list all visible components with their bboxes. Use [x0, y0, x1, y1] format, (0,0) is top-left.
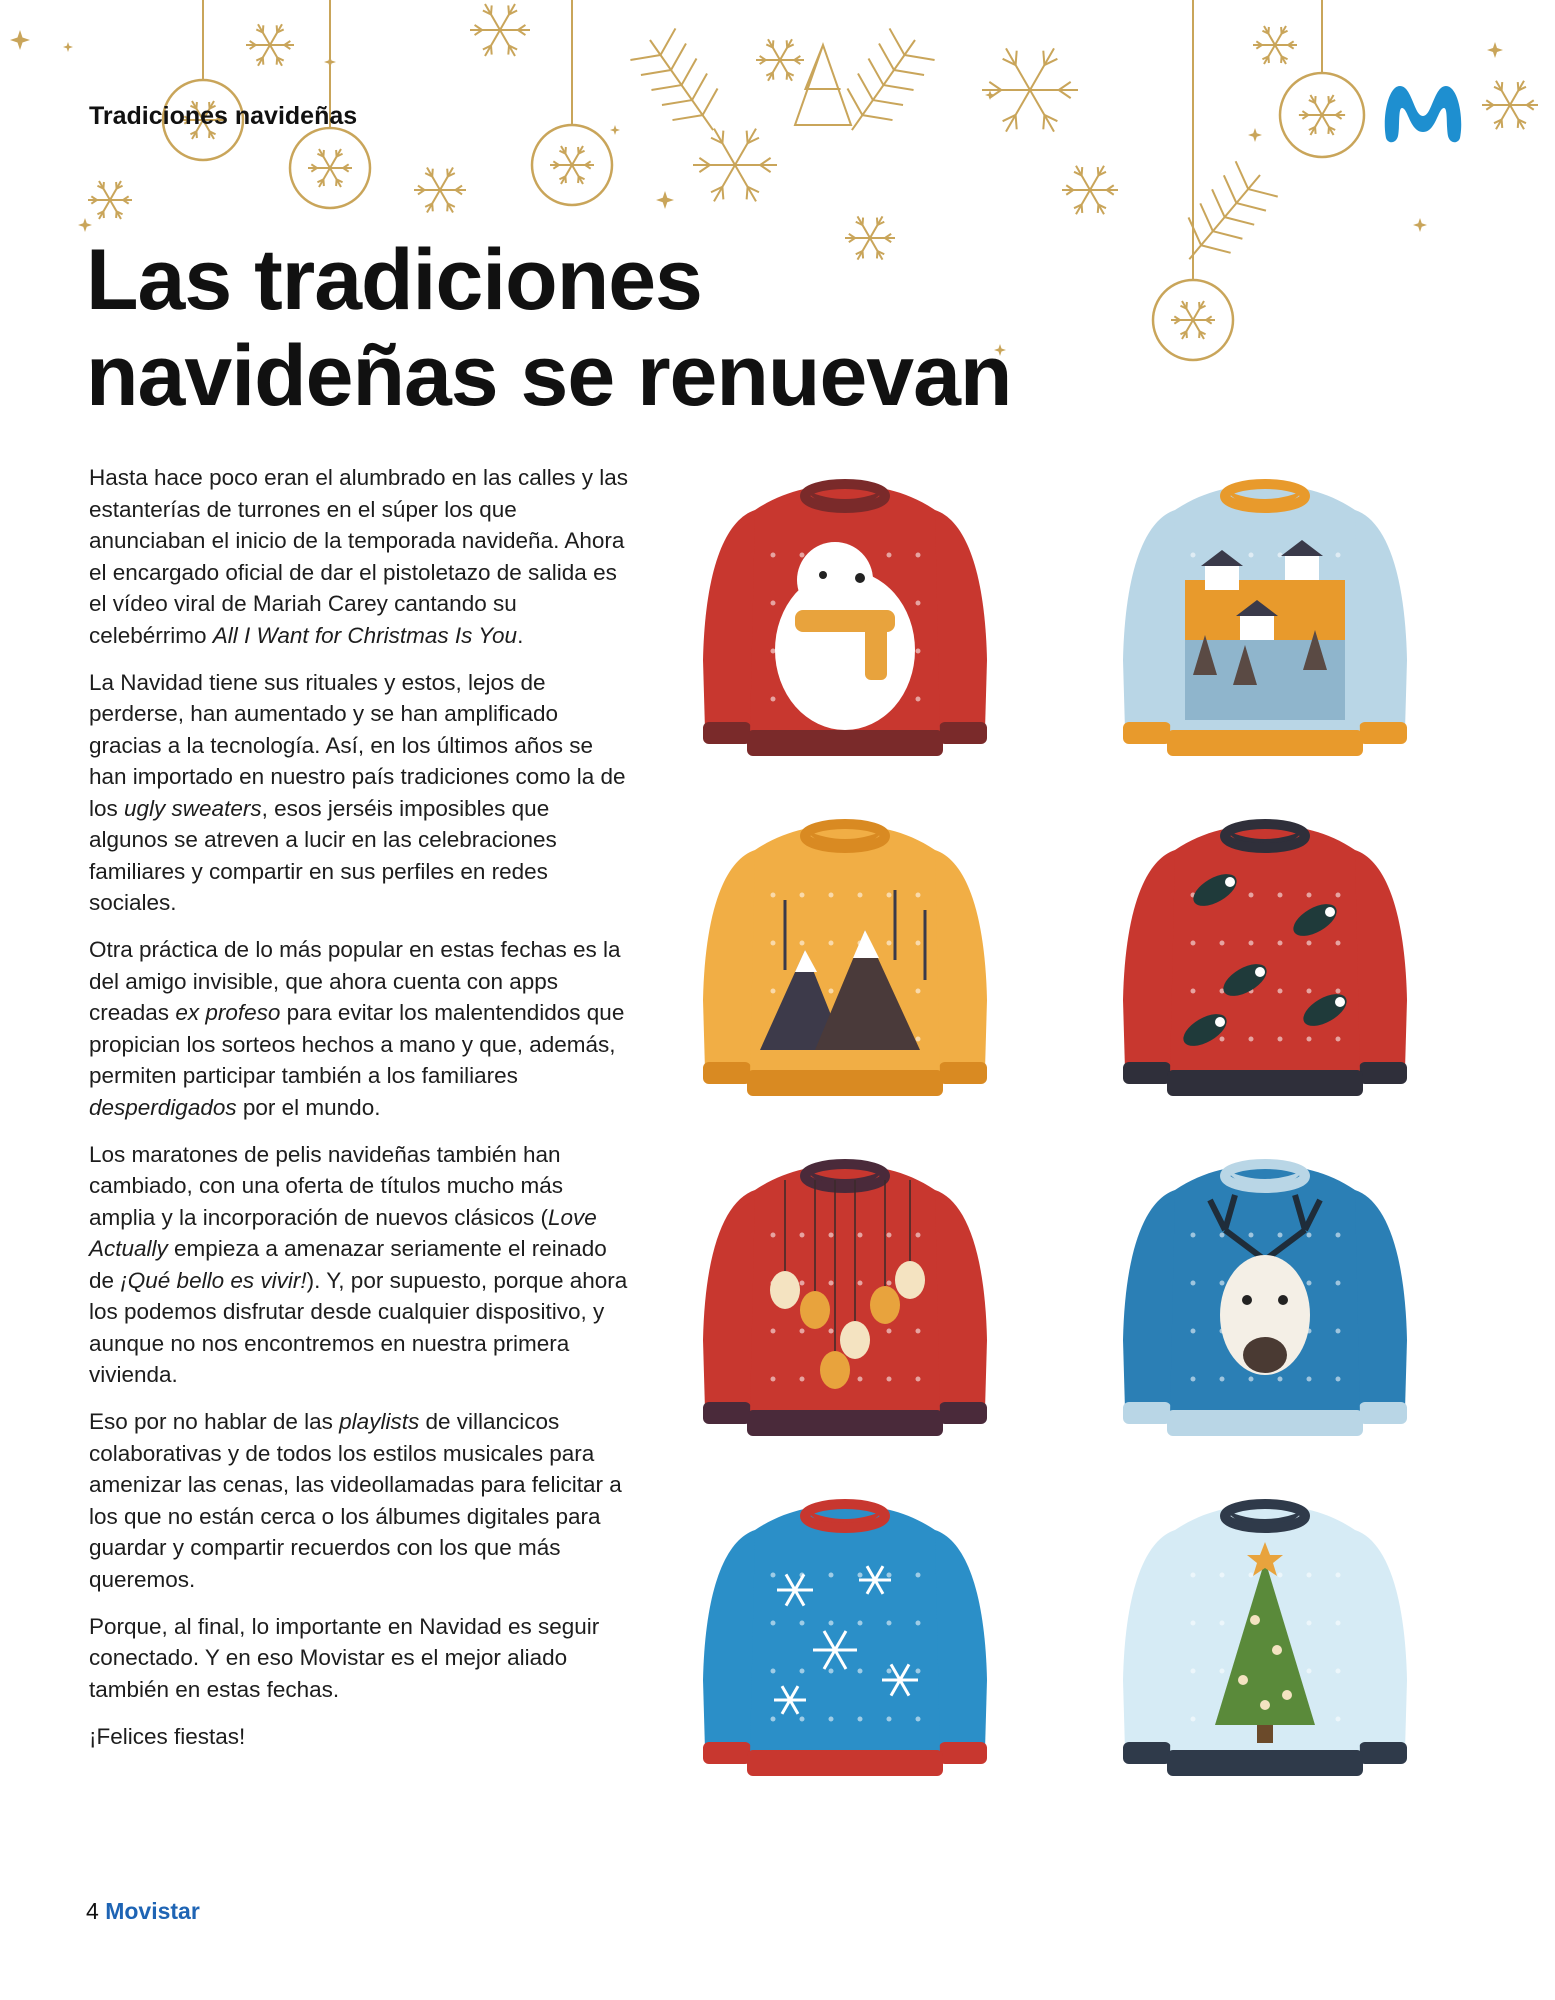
knit-dot: [887, 1669, 892, 1674]
knit-dot: [916, 553, 921, 558]
hem-band: [1167, 730, 1363, 756]
sweater-snowflakes: [703, 1504, 987, 1776]
knit-dot: [916, 649, 921, 654]
left-cuff: [703, 722, 751, 744]
knit-dot: [1249, 1037, 1254, 1042]
sweater-winter-village: [1123, 484, 1407, 756]
knit-dot: [800, 553, 805, 558]
text: La Navidad tiene sus rituales y estos, lejos de perderse, han aumentado y se han amplificado gracias a la tecnología. Así, en los últimos años se han importado en nuestro país tradiciones como la de los: [89, 669, 626, 821]
knit-dot: [887, 1329, 892, 1334]
right-cuff: [1359, 1062, 1407, 1084]
knit-dot: [1278, 1377, 1283, 1382]
snowflake-icon: [1482, 81, 1538, 129]
hem-band: [1167, 1070, 1363, 1096]
page-number: 4: [86, 1898, 99, 1924]
right-cuff: [1359, 722, 1407, 744]
emphasis: ex profeso: [175, 1000, 281, 1025]
sparkle-icon: [1413, 218, 1427, 232]
text: ). Y, por supuesto, porque ahora los podemos disfrutar desde cualquier dispositivo, y aunque no nos encontremos en nuestra primera vivienda.: [89, 1267, 628, 1387]
ugly-sweaters-illustration: [695, 460, 1435, 1830]
knit-dot: [829, 1573, 834, 1578]
knit-dot: [1220, 1621, 1225, 1626]
knit-dot: [1307, 1573, 1312, 1578]
knit-dot: [1220, 1281, 1225, 1286]
knit-dot: [800, 1329, 805, 1334]
knit-dot: [916, 1717, 921, 1722]
knit-dot: [1191, 1377, 1196, 1382]
paragraph-6: Porque, al final, lo importante en Navidad es seguir conectado. Y en eso Movistar es el mejor aliado también en estas fechas.: [89, 1613, 600, 1702]
knit-dot: [1336, 553, 1341, 558]
knit-dot: [829, 1621, 834, 1626]
text: de villancicos colaborativas y de todos los estilos musicales para amenizar las cenas, las videollamadas para felicitar a los que no están cerca o los álbumes digitales para guardar y compartir recuerdos con los que más queremos.: [89, 1409, 622, 1592]
knit-dot: [771, 1377, 776, 1382]
knit-dot: [771, 649, 776, 654]
snowflake-icon: [550, 146, 594, 184]
left-cuff: [1123, 1402, 1171, 1424]
knit-dot: [1220, 1573, 1225, 1578]
knit-dot: [858, 893, 863, 898]
knit-dot: [1307, 1621, 1312, 1626]
sparkle-icon: [1248, 128, 1262, 142]
knit-dot: [829, 893, 834, 898]
left-cuff: [703, 1402, 751, 1424]
left-cuff: [1123, 1742, 1171, 1764]
knit-dot: [916, 1037, 921, 1042]
knit-dot: [1336, 1717, 1341, 1722]
left-cuff: [1123, 722, 1171, 744]
knit-dot: [1220, 1669, 1225, 1674]
knit-dot: [1307, 989, 1312, 994]
knit-dot: [771, 1573, 776, 1578]
title-line-2: navideñas se renuevan: [86, 328, 1012, 424]
emphasis: ¡Qué bello es vivir!: [120, 1267, 307, 1293]
snowflake-icon: [88, 181, 132, 219]
knit-dot: [771, 941, 776, 946]
knit-dot: [887, 1377, 892, 1382]
knit-dot: [1307, 1037, 1312, 1042]
page-title: [86, 232, 1186, 424]
knit-dot: [1278, 941, 1283, 946]
knit-dot: [1191, 1233, 1196, 1238]
knit-dot: [916, 989, 921, 994]
sweater-body: [750, 1505, 940, 1755]
knit-dot: [771, 893, 776, 898]
emphasis: playlists: [339, 1409, 420, 1434]
knit-dot: [1249, 553, 1254, 558]
knit-dot: [858, 1573, 863, 1578]
knit-dot: [1336, 1573, 1341, 1578]
right-cuff: [939, 1062, 987, 1084]
knit-dot: [1191, 989, 1196, 994]
knit-dot: [1278, 1573, 1283, 1578]
text: .: [517, 622, 524, 648]
section-label: Tradiciones navideñas: [89, 102, 358, 130]
text: Otra práctica de lo más popular en estas fechas es la del amigo invisible, que ahora cuenta con apps creadas: [89, 937, 621, 1025]
knit-dot: [1307, 1669, 1312, 1674]
knit-dot: [771, 553, 776, 558]
knit-dot: [1278, 1233, 1283, 1238]
knit-dot: [1336, 941, 1341, 946]
knit-dot: [1278, 1037, 1283, 1042]
tree-icon: [795, 45, 851, 125]
paragraph-2: [89, 667, 629, 919]
snowflake-icon: [470, 4, 530, 56]
hem-band: [1167, 1410, 1363, 1436]
knit-dot: [1307, 1377, 1312, 1382]
snowflake-icon: [414, 167, 466, 212]
text: Eso por no hablar de las: [89, 1409, 340, 1434]
knit-dot: [887, 1233, 892, 1238]
knit-dot: [1191, 1717, 1196, 1722]
snowflake-icon: [246, 24, 294, 66]
knit-dot: [1191, 1621, 1196, 1626]
knit-dot: [887, 893, 892, 898]
title-line-1: Las tradiciones: [86, 232, 702, 328]
sparkle-icon: [985, 90, 995, 100]
knit-dot: [771, 697, 776, 702]
knit-dot: [1191, 1329, 1196, 1334]
knit-dot: [916, 1573, 921, 1578]
sweater-christmas-tree: [1123, 1504, 1407, 1776]
knit-dot: [916, 1233, 921, 1238]
hem-band: [747, 1070, 943, 1096]
knit-dot: [1307, 1281, 1312, 1286]
emphasis: ugly sweaters: [124, 795, 262, 821]
knit-dot: [1220, 1377, 1225, 1382]
text: para evitar los malentendidos que propician los sorteos hechos a mano y que, además, permiten participar también a los familiares: [89, 1000, 625, 1088]
knit-dot: [1249, 1233, 1254, 1238]
knit-dot: [1278, 553, 1283, 558]
article-body: [89, 462, 629, 1768]
knit-dot: [829, 1717, 834, 1722]
hem-band: [747, 1750, 943, 1776]
snowflake-icon: [1299, 95, 1345, 135]
knit-dot: [887, 941, 892, 946]
knit-dot: [887, 1621, 892, 1626]
text: Hasta hace poco eran el alumbrado en las calles y las estanterías de turrones en el súper los que anunciaban el inicio de la temporada navideña. Ahora el encargado oficial de dar el pistoletazo de salida es el vídeo viral de Mariah Carey cantando su celebérrimo: [89, 465, 629, 648]
knit-dot: [1249, 1573, 1254, 1578]
knit-dot: [771, 1669, 776, 1674]
footer-brand: Movistar: [105, 1898, 200, 1924]
sparkle-icon: [324, 56, 336, 68]
knit-dot: [887, 1281, 892, 1286]
knit-dot: [887, 1573, 892, 1578]
knit-dot: [1220, 941, 1225, 946]
knit-dot: [771, 1717, 776, 1722]
knit-dot: [887, 1717, 892, 1722]
knit-dot: [1191, 1573, 1196, 1578]
knit-dot: [800, 1717, 805, 1722]
knit-dot: [916, 941, 921, 946]
paragraph-3: [89, 934, 629, 1123]
knit-dot: [1336, 1377, 1341, 1382]
knit-dot: [916, 1377, 921, 1382]
right-cuff: [939, 1402, 987, 1424]
knit-dot: [829, 989, 834, 994]
text: Los maratones de pelis navideñas también han cambiado, con una oferta de títulos mucho más amplia y la incorporación de nuevos clásicos (: [89, 1141, 564, 1230]
knit-dot: [1336, 1233, 1341, 1238]
sparkle-icon: [656, 191, 674, 209]
hem-band: [1167, 1750, 1363, 1776]
paragraph-1: [89, 462, 629, 651]
knit-dot: [858, 1281, 863, 1286]
knit-dot: [1336, 1281, 1341, 1286]
knit-dot: [1220, 1037, 1225, 1042]
left-cuff: [1123, 1062, 1171, 1084]
knit-dot: [1220, 1233, 1225, 1238]
knit-dot: [1191, 941, 1196, 946]
snowflake-icon: [1062, 166, 1118, 214]
branch-icon: [829, 24, 937, 146]
page-footer: [86, 1898, 200, 1925]
knit-dot: [916, 1669, 921, 1674]
emphasis: All I Want for Christmas Is You: [212, 622, 518, 648]
knit-dot: [1336, 893, 1341, 898]
knit-dot: [771, 989, 776, 994]
paragraph-4: [89, 1139, 629, 1391]
knit-dot: [829, 941, 834, 946]
knit-dot: [829, 1281, 834, 1286]
snowflake-icon: [982, 48, 1078, 131]
knit-dot: [916, 697, 921, 702]
left-cuff: [703, 1742, 751, 1764]
emphasis: Love Actually: [89, 1204, 597, 1261]
knit-dot: [916, 1329, 921, 1334]
knit-dot: [858, 1717, 863, 1722]
knit-dot: [1191, 553, 1196, 558]
text: por el mundo.: [236, 1094, 381, 1120]
knit-dot: [1191, 1669, 1196, 1674]
sparkle-icon: [63, 42, 73, 52]
knit-dot: [771, 1233, 776, 1238]
hem-band: [747, 730, 943, 756]
knit-dot: [1191, 1281, 1196, 1286]
right-cuff: [939, 1742, 987, 1764]
sweater-reindeer: [1123, 1164, 1407, 1436]
knit-dot: [800, 1281, 805, 1286]
text: empieza a amenazar seriamente el reinado de: [89, 1236, 607, 1293]
knit-dot: [1307, 941, 1312, 946]
knit-dot: [887, 553, 892, 558]
snowflake-icon: [1253, 26, 1297, 64]
knit-dot: [1249, 1377, 1254, 1382]
hem-band: [747, 1410, 943, 1436]
knit-dot: [829, 1669, 834, 1674]
knit-dot: [800, 1233, 805, 1238]
right-cuff: [1359, 1742, 1407, 1764]
knit-dot: [916, 1621, 921, 1626]
knit-dot: [858, 1669, 863, 1674]
knit-dot: [1336, 1621, 1341, 1626]
snowflake-icon: [756, 39, 804, 81]
snowflake-icon: [308, 149, 352, 187]
left-cuff: [703, 1062, 751, 1084]
knit-dot: [1336, 989, 1341, 994]
knit-dot: [771, 1621, 776, 1626]
knit-dot: [800, 1669, 805, 1674]
knit-dot: [858, 1621, 863, 1626]
emphasis: desperdigados: [89, 1094, 237, 1120]
knit-dot: [1278, 989, 1283, 994]
knit-dot: [1336, 1329, 1341, 1334]
knit-dot: [800, 941, 805, 946]
knit-dot: [916, 893, 921, 898]
right-cuff: [939, 722, 987, 744]
paragraph-7: ¡Felices fiestas!: [89, 1723, 246, 1749]
knit-dot: [916, 601, 921, 606]
sparkle-icon: [610, 125, 620, 135]
sparkle-icon: [1487, 42, 1503, 58]
knit-dot: [1307, 893, 1312, 898]
knit-dot: [800, 1621, 805, 1626]
knit-dot: [771, 1329, 776, 1334]
sweater-ornaments: [703, 1164, 987, 1436]
sparkle-icon: [78, 218, 92, 232]
sweater-mountains: [703, 824, 987, 1096]
knit-dot: [1307, 1233, 1312, 1238]
snowflake-icon: [693, 129, 777, 202]
movistar-logo-icon: [1378, 78, 1468, 146]
knit-dot: [829, 1233, 834, 1238]
paragraph-5: [89, 1406, 629, 1595]
knit-dot: [1336, 1669, 1341, 1674]
knit-dot: [829, 1329, 834, 1334]
knit-dot: [1249, 941, 1254, 946]
knit-dot: [800, 1377, 805, 1382]
sweater-holly: [1123, 824, 1407, 1096]
text: , esos jerséis imposibles que algunos se atreven a lucir en las celebraciones familiares y compartir en sus perfiles en redes sociales.: [89, 795, 557, 915]
knit-dot: [858, 1233, 863, 1238]
sparkle-icon: [10, 30, 30, 50]
sweater-polar-bear: [703, 484, 987, 756]
knit-dot: [1249, 893, 1254, 898]
knit-dot: [800, 893, 805, 898]
branch-icon: [627, 24, 735, 146]
knit-dot: [1336, 1037, 1341, 1042]
knit-dot: [771, 601, 776, 606]
right-cuff: [1359, 1402, 1407, 1424]
knit-dot: [858, 1377, 863, 1382]
knit-dot: [1278, 893, 1283, 898]
